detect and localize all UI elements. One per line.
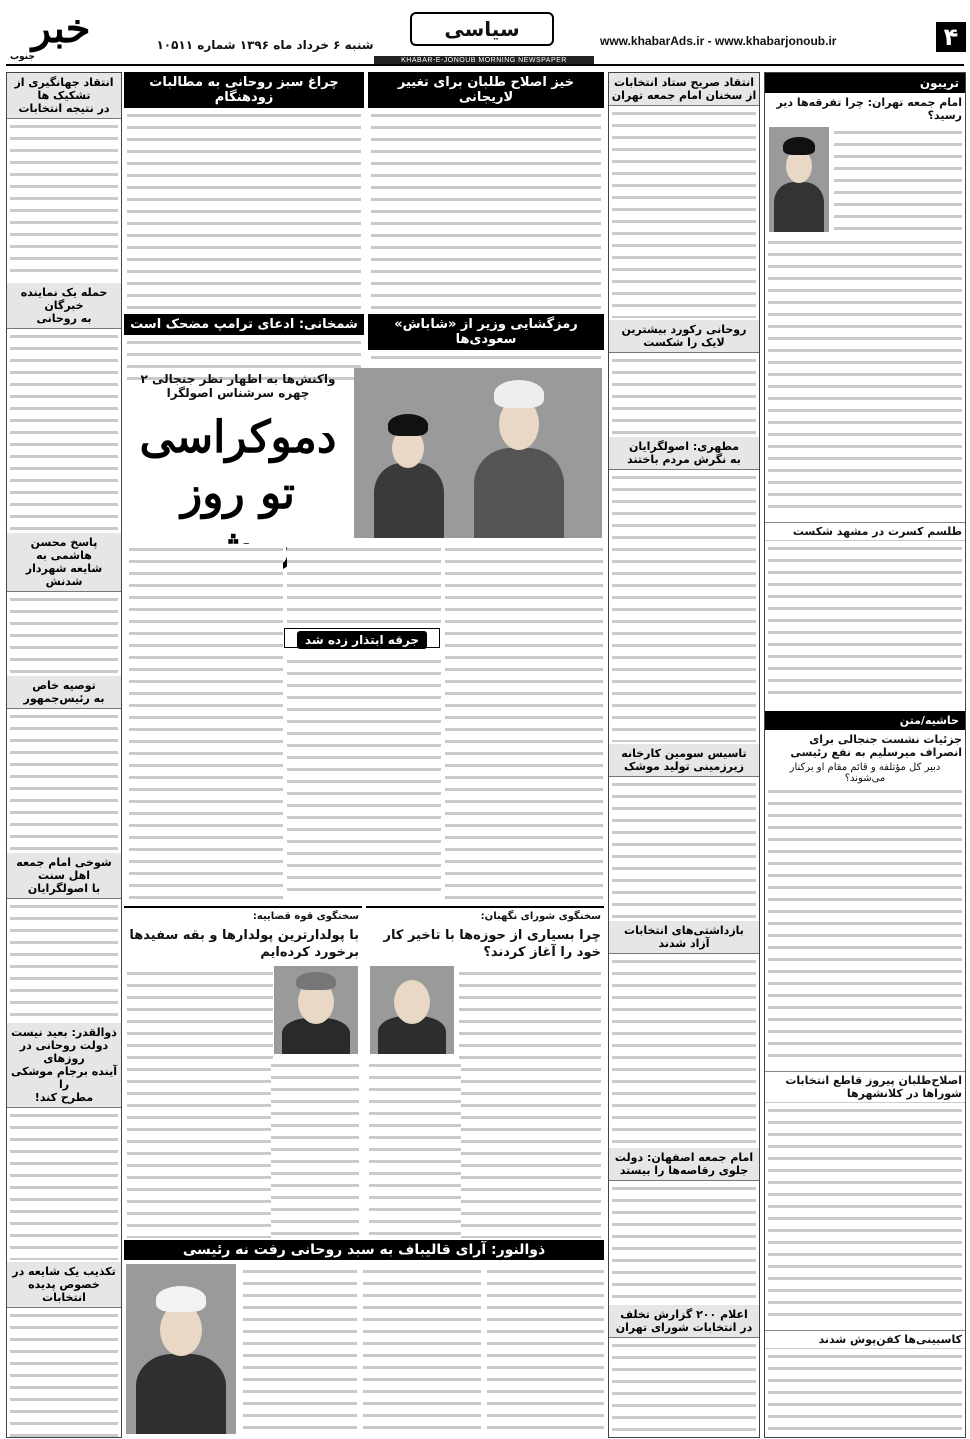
guardian-council-story [366, 906, 604, 1238]
lead-story-1 [368, 72, 604, 312]
box-title: جرقه ابتذار زده شد [297, 631, 427, 649]
brief-2-sub: لایک را شکست [643, 336, 725, 349]
left-5-title: شوخی امام جمعه اهل سنت [16, 856, 112, 882]
left-4-sub: به رئیس‌جمهور [23, 692, 105, 705]
guardian-kicker: سخنگوی شورای نگهبان: [480, 911, 601, 922]
right-headline-4: کاسبینی‌ها کفن‌پوش شدند [765, 1330, 965, 1349]
left-3-title: پاسخ محسن هاشمی به [30, 536, 98, 562]
briefs-column [608, 72, 760, 1438]
brief-5-sub: آزاد شدند [658, 937, 710, 950]
brief-7-sub: در انتخابات شورای تهران [615, 1321, 753, 1334]
margin-label: حاشیه/متن [765, 711, 965, 730]
left-7-sub: خصوص پدیده انتخابات [28, 1278, 100, 1304]
page-number: ۴ [936, 22, 966, 52]
issue-date: شنبه ۶ خرداد ماه ۱۳۹۶ شماره ۱۰۵۱۱ [156, 38, 374, 52]
section-title: سیاسی [410, 12, 554, 46]
brief-2-title: روحانی رکورد بیشترین [621, 323, 747, 336]
judiciary-headline: با پولدارترین پولدارها و بقه سفیدها برخورد کرده‌ایم [129, 928, 359, 960]
brief-3-title: مطهری: اصولگرایان [628, 440, 740, 453]
masthead-rule [6, 64, 964, 66]
bottom-story [124, 1262, 604, 1436]
newspaper-logo [6, 5, 116, 62]
feature-kicker: واکنش‌ها به اظهار نظر جنجالی ۲ چهره سرشناس اصولگرا [140, 372, 336, 400]
brief-1-title: انتقاد صریح ستاد انتخابات [614, 76, 754, 89]
left-1-sub: در نتیجه انتخابات [18, 102, 110, 115]
story-b [368, 314, 604, 364]
tribune-headline: امام جمعه تهران: چرا تفرقه‌ها دیر رسید؟ [776, 96, 962, 122]
left-1-title: انتقاد جهانگیری از تشکیک ها [14, 76, 114, 102]
brief-3-sub: به نگرش مردم باختند [627, 453, 741, 466]
judiciary-spokesman-photo [274, 966, 358, 1054]
masthead [0, 0, 970, 64]
right-headline-2: جزئیات نشست جنجالی برای انصراف میرسلیم به نفع رئیسی [790, 733, 962, 759]
english-band: KHABAR-E-JONOUB MORNING NEWSPAPER [374, 56, 594, 65]
left-6-sub-2: آینده برجام موشکی را [10, 1065, 118, 1091]
right-subhead-2: دبیر کل مؤتلفه و قائم مقام او برکنار می‌شوند؟ [789, 762, 941, 784]
feature-photo [354, 368, 602, 538]
tribune-label: تریبون [765, 73, 965, 93]
left-5-sub: با اصولگرایان [27, 882, 101, 895]
guardian-headline: چرا بسیاری از حوزه‌ها با تاخیر کار خود را آغاز کردند؟ [383, 928, 601, 960]
brief-5-title: بازداشتی‌های انتخابات [624, 924, 744, 937]
lead-headline-1: خیز اصلاح طلبان برای تغییر لاریجانی [368, 72, 604, 108]
feature-title-line-2: تو روز [180, 468, 296, 519]
story-b-headline: رمزگشایی وزیر از «شاباش» سعودی‌ها [368, 314, 604, 350]
brief-7-title: اعلام ۲۰۰ گزارش تخلف [620, 1308, 748, 1321]
left-7-title: تکذیب یک شایعه در [12, 1265, 116, 1278]
cleric-portrait [769, 127, 829, 232]
right-headline-3: اصلاح‌طلبان پیروز قاطع انتخابات شوراها در کلانشهرها [765, 1071, 965, 1103]
right-mid-headline: طلسم کسرت در مشهد شکست [765, 522, 965, 541]
judiciary-kicker: سخنگوی قوه قضاییه: [252, 911, 359, 922]
left-column [6, 72, 122, 1438]
logo-sub: جنوب [10, 52, 35, 62]
left-2-sub: به روحانی [36, 312, 92, 325]
brief-1-sub: از سخنان امام جمعه تهران [611, 89, 757, 102]
guardian-spokesman-photo [370, 966, 454, 1054]
bottom-story-photo [126, 1264, 236, 1434]
left-6-title: ذوالقدر: بعید نیست [11, 1026, 117, 1039]
lead-story-2 [124, 72, 364, 312]
left-2-title: حمله یک نماینده خبرگان [20, 286, 108, 312]
brief-4-sub: زیرزمینی تولید موشک [623, 760, 744, 773]
feature-title-line-1: دموکراسی [139, 412, 337, 463]
lead-headline-2: چراغ سبز روحانی به مطالبات زودهنگام [124, 72, 364, 108]
website-line[interactable]: www.khabarAds.ir - www.khabarjonoub.ir [600, 34, 837, 48]
brief-6-sub: جلوی رقاصه‌ها را بیستد [619, 1164, 749, 1177]
judiciary-story [124, 906, 362, 1238]
right-column [764, 72, 966, 1438]
left-3-sub: شایعه شهردار شدنش [25, 562, 103, 588]
left-6-sub-3: مطرح کند! [34, 1091, 94, 1104]
left-6-sub: دولت روحانی در روزهای [19, 1039, 109, 1065]
logo-text: خبر [31, 5, 91, 52]
brief-4-title: تاسیس سومین کارخانه [621, 747, 747, 760]
brief-6-title: امام جمعه اصفهان: دولت [614, 1151, 754, 1164]
bottom-banner: ذوالنور: آرای قالیباف به سبد روحانی رفت نه رئیسی [124, 1240, 604, 1260]
story-c-headline: شمخانی: ادعای ترامپ مضحک است [124, 314, 364, 335]
left-4-title: توصیه خاص [32, 679, 96, 692]
feature-story [124, 364, 604, 904]
box-title-frame [284, 628, 440, 648]
